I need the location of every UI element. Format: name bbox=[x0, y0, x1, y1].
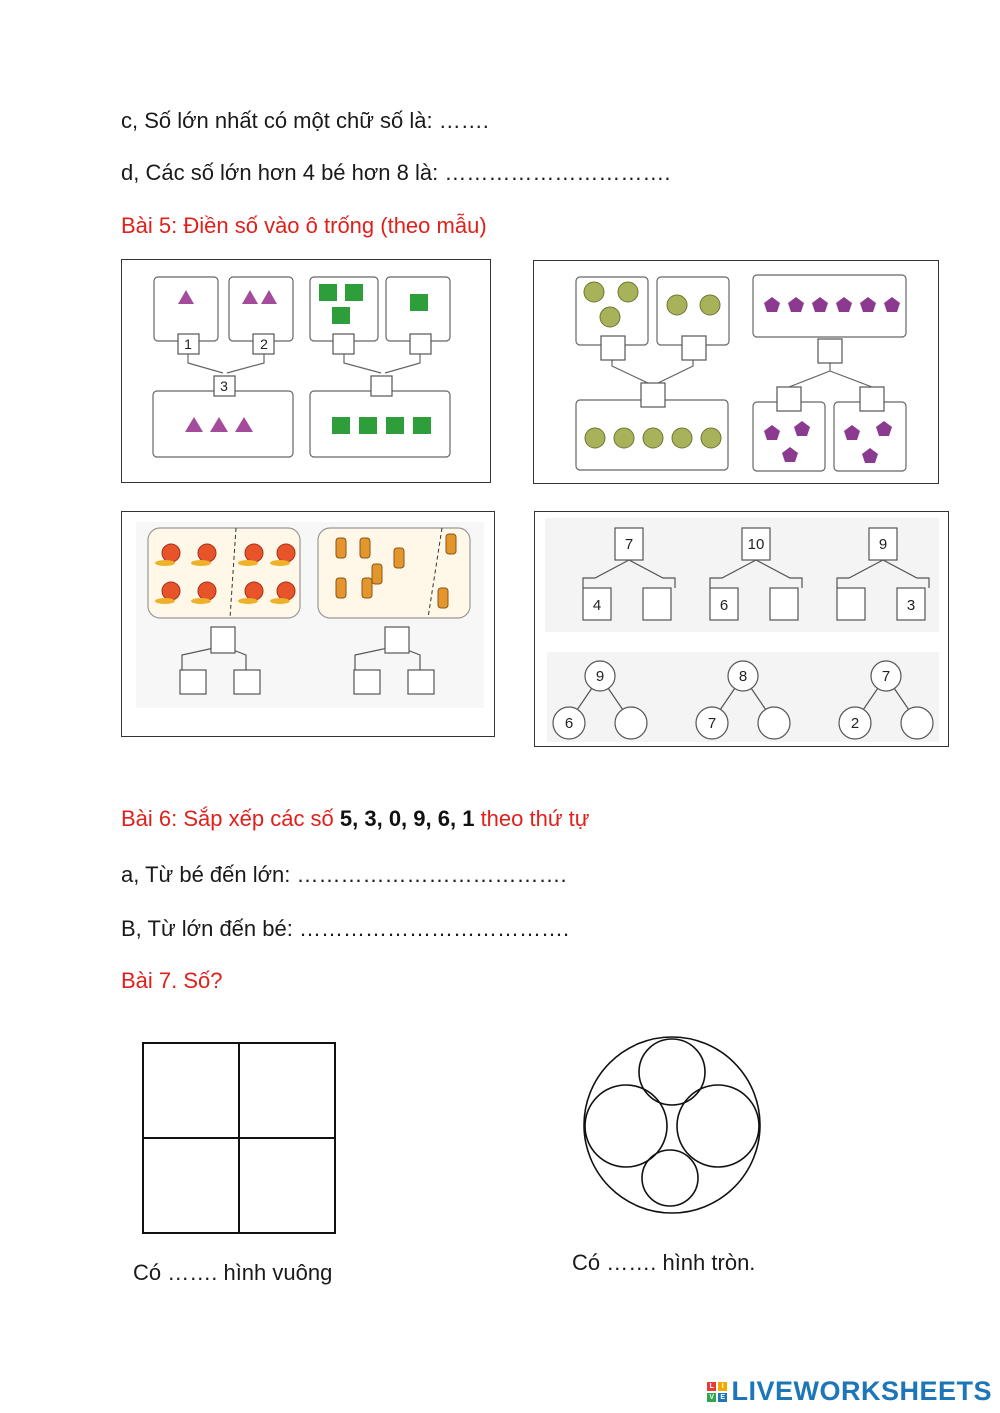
answer-box[interactable] bbox=[777, 387, 801, 411]
example-value-b: 2 bbox=[260, 336, 268, 352]
answer-box[interactable] bbox=[641, 383, 665, 407]
example-value-a: 1 bbox=[184, 336, 192, 352]
answer-circle[interactable] bbox=[758, 707, 790, 739]
circle-known-3: 2 bbox=[850, 715, 860, 732]
answer-box[interactable] bbox=[601, 336, 625, 360]
answer-box[interactable] bbox=[682, 336, 706, 360]
four-squares-figure bbox=[140, 1040, 340, 1236]
panel-number-splits bbox=[534, 511, 949, 747]
answer-box[interactable] bbox=[371, 376, 392, 396]
bai6-title-end: theo thứ tự bbox=[474, 806, 590, 831]
circle-top-2: 8 bbox=[738, 668, 748, 685]
answer-box[interactable] bbox=[333, 334, 354, 354]
bai6-title-start: Bài 6: Sắp xếp các số bbox=[121, 806, 340, 831]
answer-box[interactable] bbox=[234, 670, 260, 694]
bai6-b-line: B, Từ lớn đến bé: ………………………………. bbox=[121, 916, 570, 941]
split-known-1: 4 bbox=[592, 597, 602, 614]
q4-c-line: c, Số lớn nhất có một chữ số là: ……. bbox=[121, 108, 489, 133]
answer-circle[interactable] bbox=[901, 707, 933, 739]
answer-box[interactable] bbox=[818, 339, 842, 363]
split-known-2: 6 bbox=[719, 597, 729, 614]
panel-triangles-squares bbox=[121, 259, 491, 483]
bai6-numbers: 5, 3, 0, 9, 6, 1 bbox=[339, 806, 475, 831]
circle-known-2: 7 bbox=[707, 715, 717, 732]
liveworksheets-logo-icon: L I V E bbox=[709, 1382, 726, 1401]
answer-box[interactable] bbox=[408, 670, 434, 694]
example-value-total: 3 bbox=[220, 378, 228, 394]
split-top-3: 9 bbox=[878, 536, 888, 553]
panel-olives-pentagons bbox=[533, 260, 939, 484]
split-top-1: 7 bbox=[624, 536, 634, 553]
liveworksheets-wordmark: LIVEWORKSHEETS bbox=[731, 1376, 992, 1406]
bai6-a-line: a, Từ bé đến lớn: ………………………………. bbox=[121, 862, 567, 887]
bai6-title bbox=[121, 806, 590, 832]
answer-box[interactable] bbox=[837, 588, 865, 620]
circle-top-1: 9 bbox=[595, 668, 605, 685]
bai7-title: Bài 7. Số? bbox=[121, 968, 223, 993]
answer-box[interactable] bbox=[211, 627, 235, 653]
circle-known-1: 6 bbox=[564, 715, 574, 732]
answer-box[interactable] bbox=[385, 627, 409, 653]
circle-top-3: 7 bbox=[881, 668, 891, 685]
split-top-2: 10 bbox=[747, 536, 765, 553]
circles-figure bbox=[580, 1035, 764, 1217]
answer-circle[interactable] bbox=[615, 707, 647, 739]
answer-box[interactable] bbox=[643, 588, 671, 620]
answer-box[interactable] bbox=[860, 387, 884, 411]
circle-count-caption: Có ……. hình tròn. bbox=[572, 1250, 756, 1275]
square-count-caption: Có ……. hình vuông bbox=[133, 1260, 333, 1285]
panel-snails-giraffes bbox=[121, 511, 495, 737]
answer-box[interactable] bbox=[180, 670, 206, 694]
liveworksheets-logo bbox=[707, 1376, 992, 1407]
split-known-3: 3 bbox=[906, 597, 916, 614]
bai5-title: Bài 5: Điền số vào ô trống (theo mẫu) bbox=[121, 213, 487, 238]
q4-d-line: d, Các số lớn hơn 4 bé hơn 8 là: …………………………. bbox=[121, 160, 671, 185]
answer-box[interactable] bbox=[770, 588, 798, 620]
answer-box[interactable] bbox=[410, 334, 431, 354]
answer-box[interactable] bbox=[354, 670, 380, 694]
